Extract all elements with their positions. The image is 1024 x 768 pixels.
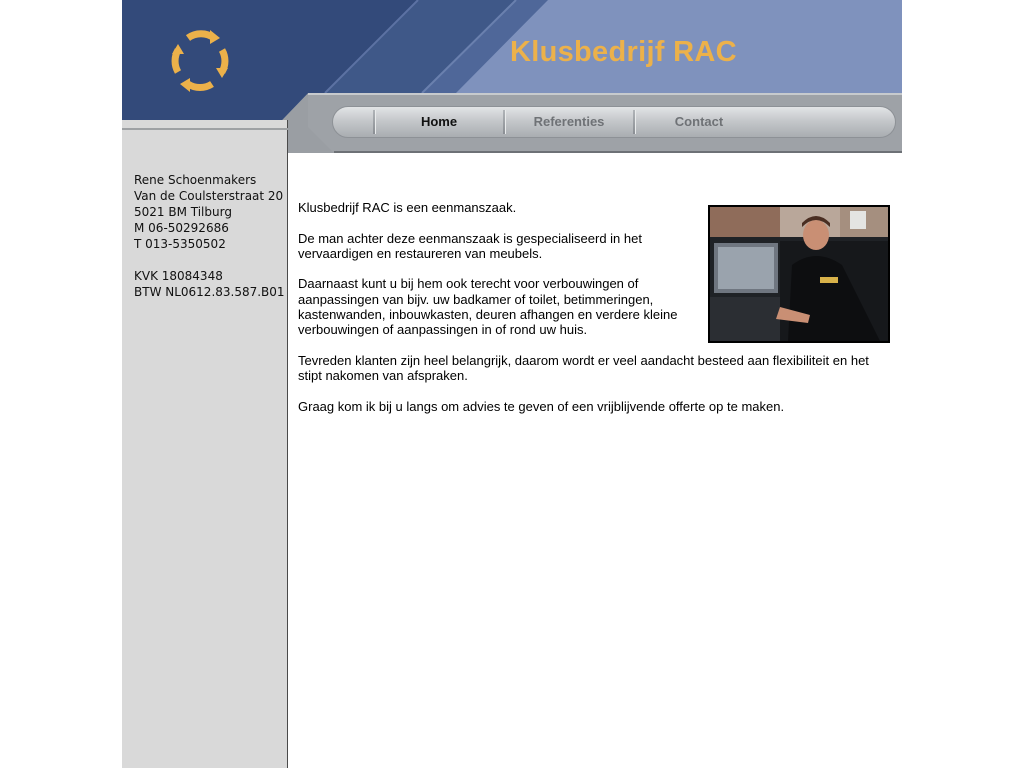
nav-home[interactable]: Home — [420, 114, 458, 129]
contact-mobile: M 06-50292686 — [134, 221, 229, 235]
contact-name: Rene Schoenmakers — [134, 173, 257, 187]
contact-street: Van de Coulsterstraat 20 — [134, 189, 284, 203]
specialty-paragraph: De man achter deze eenmanszaak is gespecialiseerd in het vervaardigen en restaureren van meubels. — [298, 230, 642, 261]
nav-referenties[interactable]: Referenties — [533, 114, 605, 129]
customers-paragraph: Tevreden klanten zijn heel belangrijk, daarom wordt er veel aandacht besteed aan flexibiliteit en het stipt nakomen van afspraken. — [298, 352, 869, 384]
sidebar-divider — [122, 128, 288, 130]
contact-btw: BTW NL0612.83.587.B01 — [134, 285, 285, 299]
main-nav — [332, 106, 896, 138]
contact-city: 5021 BM Tilburg — [134, 205, 232, 219]
site — [122, 0, 902, 768]
intro-paragraph: Klusbedrijf RAC is een eenmanszaak. — [298, 200, 517, 215]
services-paragraph: Daarnaast kunt u bij hem ook terecht voor verbouwingen of aanpassingen van bijv. uw badkamer of toilet, betimmeringen, kastenwanden, inbouwkasten, deuren afhangen en verdere kleine verbouwingen of aanpassingen in of rond uw huis. — [298, 276, 678, 338]
contact-phone: T 013-5350502 — [134, 237, 226, 251]
contact-paragraph: Graag kom ik bij u langs om advies te geven of een vrijblijvende offerte op te maken. — [298, 398, 785, 414]
site-title: Klusbedrijf RAC — [510, 36, 737, 68]
sidebar — [122, 120, 288, 768]
main-content — [298, 200, 890, 429]
owner-photo — [708, 205, 890, 343]
contact-kvk: KVK 18084348 — [134, 269, 223, 283]
gear-logo-icon — [170, 28, 230, 94]
nav-contact[interactable]: Contact — [674, 114, 724, 129]
contact-info — [134, 172, 285, 300]
